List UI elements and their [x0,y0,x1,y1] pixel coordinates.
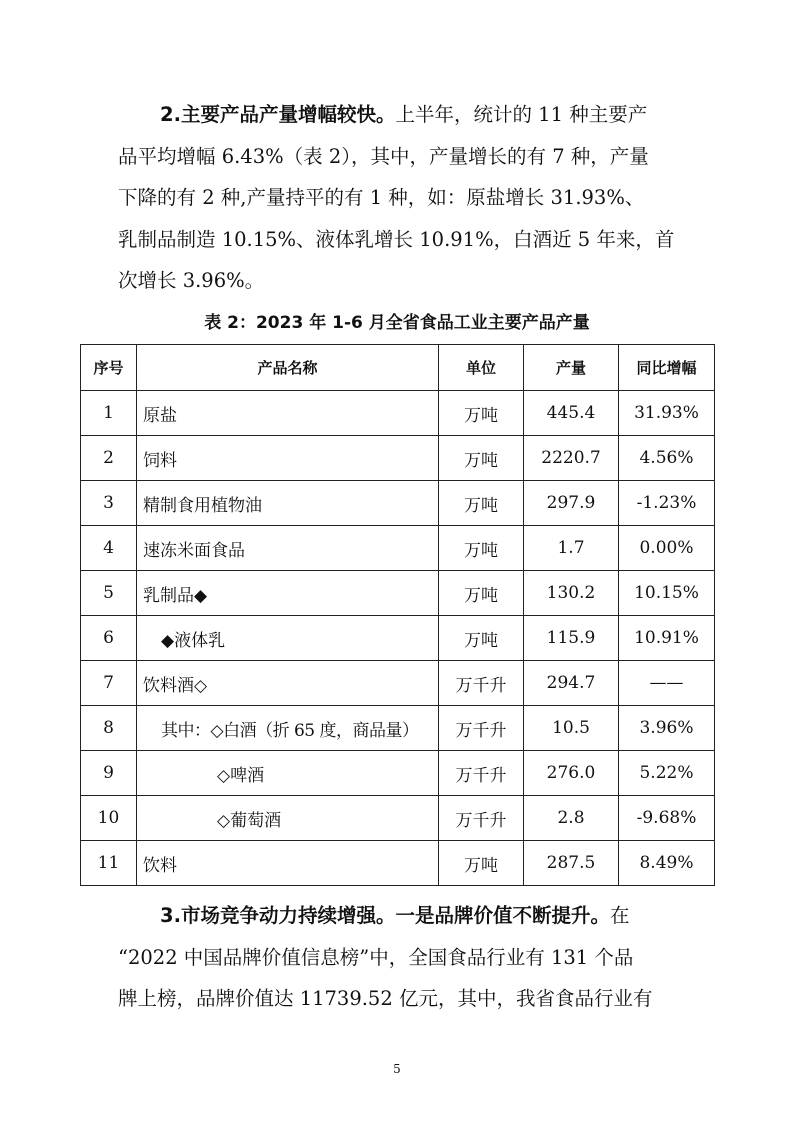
cell-yoy-change: 3.96% [619,706,715,751]
header-yoy-change: 同比增幅 [619,345,715,391]
cell-yoy-change: 4.56% [619,436,715,481]
product-output-table [80,344,715,886]
table-row [81,661,715,706]
cell-product-name: 精制食用植物油 [137,481,439,526]
table-row [81,796,715,841]
cell-output: 1.7 [524,526,619,571]
cell-product-name: ◇葡萄酒 [137,796,439,841]
paragraph-product-output [118,94,678,302]
table-caption: 表 2：2023 年 1-6 月全省食品工业主要产品产量 [204,313,590,333]
cell-index: 7 [81,661,137,706]
paragraph-text: 在 [609,904,630,927]
cell-unit: 万吨 [439,616,524,661]
cell-index: 8 [81,706,137,751]
paragraph-line: 乳制品制造 10.15%、液体乳增长 10.91%，白酒近 5 年来，首 [118,227,675,251]
paragraph-text: 上半年，统计的 11 种主要产 [395,103,648,126]
cell-unit: 万千升 [439,706,524,751]
paragraph-line: 品平均增幅 6.43%（表 2），其中，产量增长的有 7 种，产量 [118,144,649,168]
cell-unit: 万千升 [439,661,524,706]
paragraph-line [118,94,678,136]
table-header-row [81,345,715,391]
cell-unit: 万吨 [439,481,524,526]
cell-index: 6 [81,616,137,661]
cell-index: 11 [81,841,137,886]
cell-product-name: ◆液体乳 [137,616,439,661]
table-row [81,481,715,526]
section-heading: 2.主要产品产量增幅较快。 [160,103,396,126]
cell-unit: 万吨 [439,436,524,481]
table-row [81,616,715,661]
cell-product-name: ◇啤酒 [137,751,439,796]
cell-index: 9 [81,751,137,796]
cell-yoy-change: 0.00% [619,526,715,571]
cell-yoy-change: 31.93% [619,391,715,436]
table-row [81,391,715,436]
cell-unit: 万千升 [439,751,524,796]
cell-index: 3 [81,481,137,526]
cell-index: 10 [81,796,137,841]
cell-yoy-change: -1.23% [619,481,715,526]
cell-yoy-change: -9.68% [619,796,715,841]
cell-product-name: 原盐 [137,391,439,436]
paragraph-market-competition [118,895,678,1020]
cell-product-name: 乳制品◆ [137,571,439,616]
cell-yoy-change: 10.91% [619,616,715,661]
paragraph-line: “2022 中国品牌价值信息榜”中，全国食品行业有 131 个品 [118,945,634,969]
cell-product-name: 饮料酒◇ [137,661,439,706]
cell-unit: 万千升 [439,796,524,841]
cell-index: 2 [81,436,137,481]
cell-output: 2.8 [524,796,619,841]
header-unit: 单位 [439,345,524,391]
cell-output: 115.9 [524,616,619,661]
cell-output: 294.7 [524,661,619,706]
paragraph-line: 次增长 3.96%。 [118,269,265,292]
cell-yoy-change: —— [619,661,715,706]
cell-output: 445.4 [524,391,619,436]
cell-product-name: 其中：◇白酒（折 65 度，商品量） [137,706,439,751]
cell-output: 2220.7 [524,436,619,481]
cell-yoy-change: 10.15% [619,571,715,616]
cell-product-name: 饮料 [137,841,439,886]
table-row [81,706,715,751]
paragraph-line: 下降的有 2 种,产量持平的有 1 种，如：原盐增长 31.93%、 [118,186,645,209]
cell-output: 10.5 [524,706,619,751]
header-output: 产量 [524,345,619,391]
cell-unit: 万吨 [439,571,524,616]
cell-product-name: 饲料 [137,436,439,481]
table-row [81,571,715,616]
table-row [81,436,715,481]
cell-index: 5 [81,571,137,616]
section-heading: 3.市场竞争动力持续增强。一是品牌价值不断提升。 [160,904,610,927]
header-index: 序号 [81,345,137,391]
page-number: 5 [393,1062,401,1076]
paragraph-line: 牌上榜，品牌价值达 11739.52 亿元，其中，我省食品行业有 [118,987,653,1010]
cell-output: 276.0 [524,751,619,796]
cell-output: 297.9 [524,481,619,526]
cell-unit: 万吨 [439,841,524,886]
cell-index: 1 [81,391,137,436]
cell-index: 4 [81,526,137,571]
header-product-name: 产品名称 [137,345,439,391]
table-row [81,841,715,886]
cell-unit: 万吨 [439,391,524,436]
table-row [81,526,715,571]
cell-product-name: 速冻米面食品 [137,526,439,571]
cell-output: 287.5 [524,841,619,886]
table-row [81,751,715,796]
cell-unit: 万吨 [439,526,524,571]
cell-output: 130.2 [524,571,619,616]
cell-yoy-change: 8.49% [619,841,715,886]
cell-yoy-change: 5.22% [619,751,715,796]
paragraph-line [118,895,678,937]
